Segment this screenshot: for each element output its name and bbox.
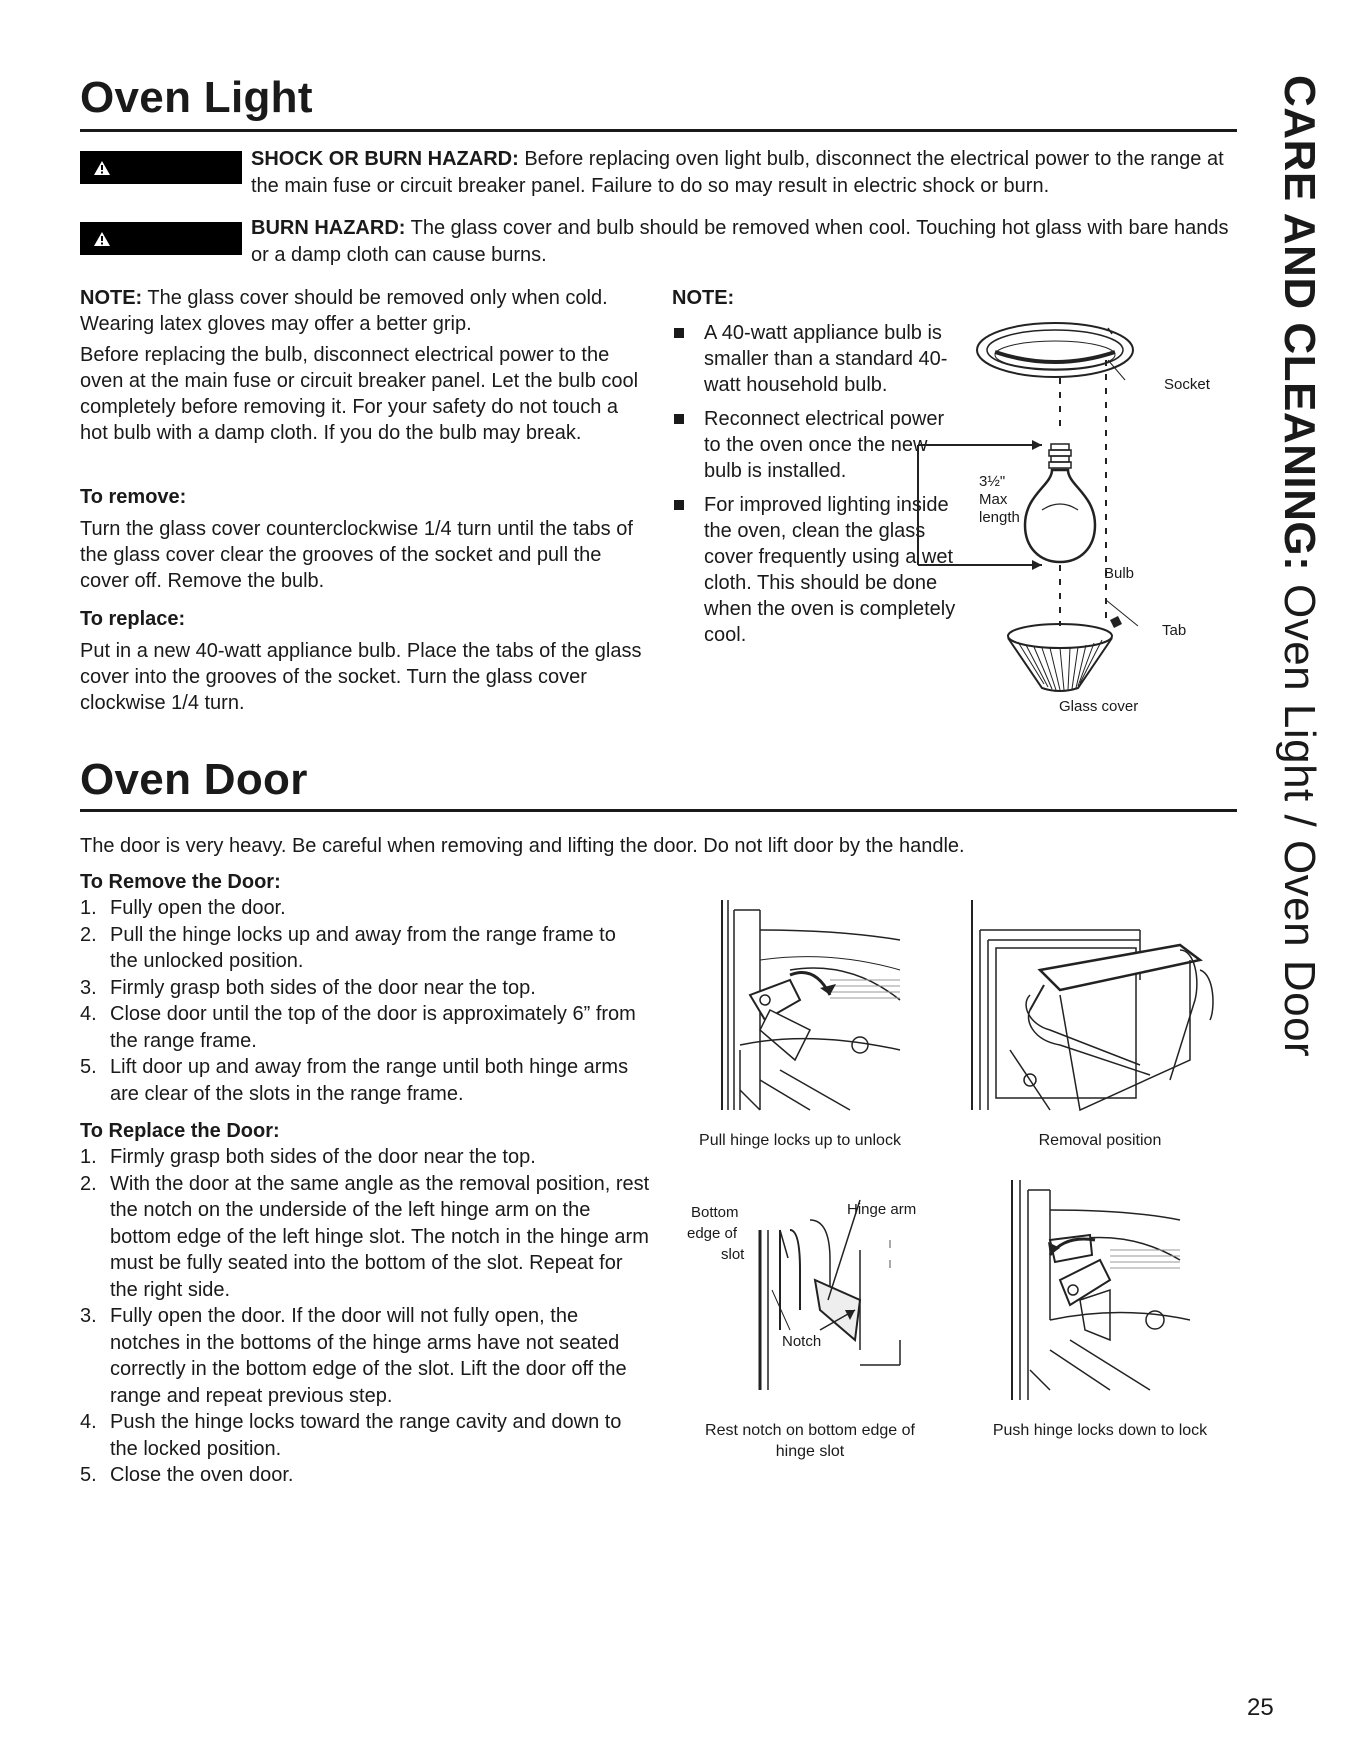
list-item: 1. Firmly grasp both sides of the door near the top. — [80, 1146, 536, 1168]
list-item: For improved lighting inside the oven, clean the glass cover frequently using a wet cloth. This should be done when the oven is completely cool. — [672, 492, 962, 648]
side-tab-section: CARE AND CLEANING: — [1275, 75, 1324, 572]
glass-cover-label: Glass cover — [1059, 698, 1139, 715]
list-item: 5. Lift door up and away from the range until both hinge arms are clear of the slots in the range frame. — [80, 1056, 629, 1105]
door-intro-text: The door is very heavy. Be careful when removing and lifting the door. Do not lift door by the handle. — [80, 835, 965, 857]
warning-burn — [251, 215, 1241, 269]
oven-light-title: Oven Light — [80, 73, 313, 122]
warning-badge-shock — [80, 151, 242, 184]
list-item: Reconnect electrical power to the oven once the new bulb is installed. — [672, 406, 962, 484]
edge-of-label: edge of — [687, 1225, 738, 1242]
pull-hinge-locks-illustration — [720, 900, 910, 1120]
oven-door-rule — [80, 809, 1237, 812]
list-item: 5. Close the oven door. — [80, 1464, 294, 1486]
warning-shock-text: Before replacing oven light bulb, disconnect the electrical power to the range at the main fuse or circuit breaker panel. Failure to do so may result in electric shock or burn. — [251, 148, 1224, 197]
dimension-length-label: length — [979, 509, 1020, 526]
warning-shock-burn — [251, 146, 1241, 200]
bullet-square-icon — [674, 500, 684, 510]
bullet-square-icon — [674, 328, 684, 338]
bulb-label: Bulb — [1104, 565, 1135, 582]
side-tab-topic: Oven Light / Oven Door — [1275, 571, 1324, 1058]
warning-triangle-icon — [94, 232, 110, 246]
removal-position-illustration — [970, 900, 1220, 1120]
list-item: A 40-watt appliance bulb is smaller than a standard 40-watt household bulb. — [672, 320, 962, 398]
glass-cover-note — [80, 285, 650, 337]
list-item: 3. Fully open the door. If the door will not fully open, the notches in the bottoms of the hinge arms have not seated correctly in the bottom edge of the slot. Lift the door off the range and repeat previous step. — [80, 1305, 627, 1407]
oven-door-title: Oven Door — [80, 755, 308, 804]
list-item: 3. Firmly grasp both sides of the door near the top. — [80, 976, 536, 999]
oven-light-rule — [80, 129, 1237, 132]
bullet-square-icon — [674, 414, 684, 424]
caption-push-hinge: Push hinge locks down to lock — [992, 1422, 1208, 1439]
note-label: NOTE: — [80, 287, 143, 309]
caption-removal-position: Removal position — [1038, 1132, 1162, 1149]
side-tab-text — [1274, 75, 1324, 1057]
to-remove-text: Turn the glass cover counterclockwise 1/4 turn until the tabs of the glass cover clear the grooves of the socket and pull the cover off. Remove the bulb. — [80, 518, 633, 592]
note2-heading: NOTE: — [672, 287, 735, 309]
list-item: 1. Fully open the door. — [80, 897, 286, 919]
warning-triangle-icon — [94, 161, 110, 175]
hinge-arm-label: Hinge arm — [847, 1201, 917, 1218]
push-hinge-locks-illustration — [1010, 1180, 1200, 1400]
list-item: 2. Pull the hinge locks up and away from the range frame to the unlocked position. — [80, 923, 616, 972]
page-number: 25 — [1247, 1694, 1274, 1721]
warning-badge-burn — [80, 222, 242, 255]
bottom-label: Bottom — [691, 1204, 739, 1221]
note-text: The glass cover should be removed only when cold. Wearing latex gloves may offer a better grip. — [80, 287, 608, 335]
warning-shock-label: SHOCK OR BURN HAZARD: — [251, 148, 519, 170]
to-replace-heading: To replace: — [80, 608, 186, 630]
list-item: 4. Push the hinge locks toward the range cavity and down to the locked position. — [80, 1411, 622, 1460]
warning-burn-text: The glass cover and bulb should be removed when cool. Touching hot glass with bare hands or a damp cloth can cause burns. — [251, 217, 1229, 266]
list-item: 2. With the door at the same angle as the removal position, rest the notch on the underside of the left hinge arm on the bottom edge of the left hinge slot. The notch in the hinge arm must be fully seated into the bottom of the slot. Repeat for the right side. — [80, 1172, 650, 1301]
replace-door-steps — [80, 1144, 650, 1489]
caption-rest-notch: Rest notch on bottom edge of hinge slot — [705, 1422, 915, 1460]
caption-pull-hinge: Pull hinge locks up to unlock — [699, 1132, 901, 1149]
side-tab — [1240, 75, 1340, 1058]
slot-label: slot — [721, 1246, 745, 1263]
warning-burn-label: BURN HAZARD: — [251, 217, 406, 239]
to-remove-heading: To remove: — [80, 486, 187, 508]
remove-door-steps — [80, 895, 640, 1107]
before-replacing-text: Before replacing the bulb, disconnect electrical power to the oven at the main fuse or circuit breaker panel. Let the bulb cool completely before removing it. For your safety do not touch a hot bulb with a damp cloth. If you do the bulb may break. — [80, 344, 639, 444]
dimension-max-label: Max — [979, 491, 1008, 508]
tab-label: Tab — [1162, 622, 1187, 639]
replace-door-heading: To Replace the Door: — [80, 1120, 280, 1142]
socket-label: Socket — [1164, 376, 1210, 393]
to-replace-text: Put in a new 40-watt appliance bulb. Place the tabs of the glass cover into the grooves of the socket. Turn the glass cover clockwise 1/4 turn. — [80, 640, 642, 714]
remove-door-heading: To Remove the Door: — [80, 871, 281, 893]
list-item: 4. Close door until the top of the door is approximately 6” from the range frame. — [80, 1003, 636, 1052]
dimension-value-label: 3½" — [979, 473, 1006, 490]
notch-label: Notch — [782, 1333, 822, 1350]
